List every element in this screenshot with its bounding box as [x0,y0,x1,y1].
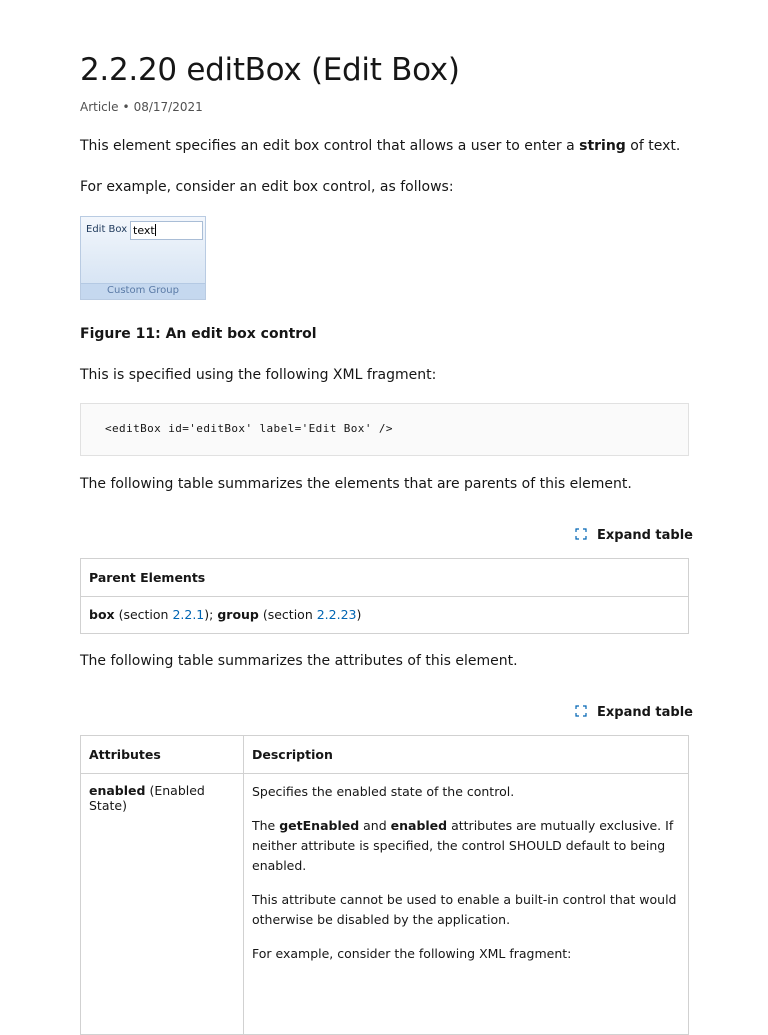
description-header: Description [244,736,689,774]
link-section-2-2-1[interactable]: 2.2.1 [172,607,205,622]
desc-paragraph-4: For example, consider the following XML fragment: [252,946,572,961]
table-row [81,774,689,1035]
element-group: group [217,607,259,622]
example-paragraph: For example, consider an edit box control, as follows: [80,179,454,195]
intro-paragraph: This element specifies an edit box control that allows a user to enter a string of text. [80,138,681,154]
attributes-header: Attributes [81,736,244,774]
expand-table-button-1[interactable] [575,528,693,543]
parent-elements-cell: box (section 2.2.1); group (section 2.2.23) [81,597,689,634]
attribute-description-cell [244,774,689,1035]
text-caret [155,224,156,236]
table-header-row [81,559,689,597]
desc-paragraph-2: The getEnabled and enabled attributes are mutually exclusive. If neither attribute is specified, the control SHOULD default to being enabled. [252,818,674,873]
figure-caption: Figure 11: An edit box control [80,326,317,342]
element-box: box [89,607,115,622]
link-section-2-2-23[interactable]: 2.2.23 [316,607,357,622]
figure-edit-box-label: Edit Box [86,224,128,235]
table-header-row [81,736,689,774]
xml-intro-paragraph: This is specified using the following XML fragment: [80,367,437,383]
expand-icon [575,528,587,540]
meta-separator: • [122,100,130,114]
attribute-name-cell: enabled (Enabled State) [81,774,244,1035]
attribute-name: enabled [89,783,146,798]
attributes-table [80,735,689,1035]
figure-group-label: Custom Group [81,283,205,299]
figure-edit-box-input: text [130,221,203,240]
parents-intro-paragraph: The following table summarizes the elements that are parents of this element. [80,476,632,492]
expand-table-label: Expand table [597,528,693,543]
code-block [80,403,689,456]
parents-table [80,558,689,634]
expand-table-label: Expand table [597,705,693,720]
desc-paragraph-1: Specifies the enabled state of the control. [252,784,515,799]
table-row [81,597,689,634]
expand-table-button-2[interactable] [575,705,693,720]
expand-icon [575,705,587,717]
article-meta [80,100,203,114]
article-type: Article [80,100,119,114]
article-date: 08/17/2021 [133,100,203,114]
page-title: 2.2.20 editBox (Edit Box) [80,52,460,88]
parent-elements-header: Parent Elements [81,559,689,597]
attributes-intro-paragraph: The following table summarizes the attributes of this element. [80,653,518,669]
desc-paragraph-3: This attribute cannot be used to enable a built-in control that would otherwise be disabled by the application. [252,892,677,927]
code-text: <editBox id='editBox' label='Edit Box' /> [105,422,393,435]
edit-box-figure [80,216,206,300]
